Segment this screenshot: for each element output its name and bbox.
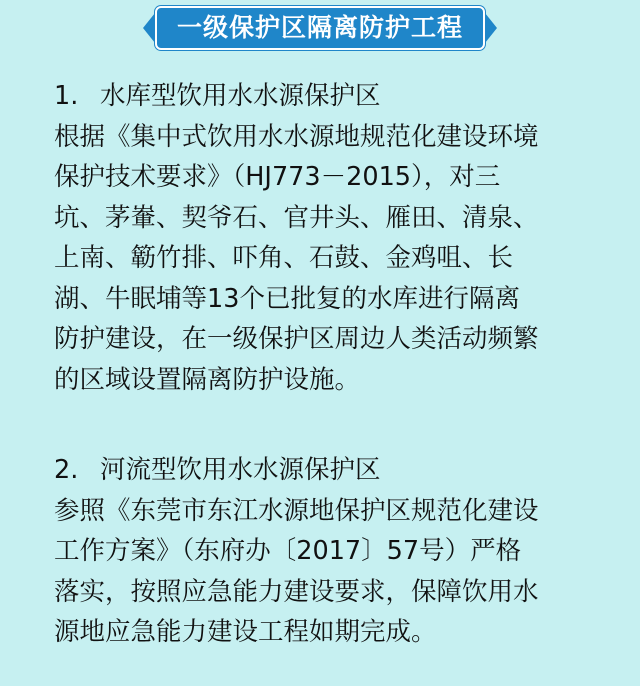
section-heading-text: 水库型饮用水水源保护区 xyxy=(100,81,381,111)
body-line: 的区域设置隔离防护设施。 xyxy=(54,364,361,395)
section-number: 1. xyxy=(54,81,79,111)
section-banner xyxy=(155,6,485,50)
body-line: 根据《集中式饮用水水源地规范化建设环境 xyxy=(54,121,539,152)
section-reservoir xyxy=(54,76,604,400)
body-line: 坑、茅輋、契爷石、官井头、雁田、清泉、 xyxy=(54,202,539,233)
body-line: 参照《东莞市东江水源地保护区规范化建设 xyxy=(54,495,539,526)
body-line: 湖、牛眠埔等13个已批复的水库进行隔离 xyxy=(54,283,520,314)
section-river xyxy=(54,450,604,653)
body-line: 保护技术要求》（HJ773－2015），对三 xyxy=(54,162,501,192)
body-line: 源地应急能力建设工程如期完成。 xyxy=(54,617,437,647)
body-line: 上南、簕竹排、吓角、石鼓、金鸡咀、长 xyxy=(54,243,514,273)
section-heading xyxy=(54,450,604,491)
section-heading-text: 河流型饮用水水源保护区 xyxy=(100,455,381,485)
body-line: 防护建设，在一级保护区周边人类活动频繁 xyxy=(54,324,539,354)
section-heading xyxy=(54,76,604,117)
body-line: 落实，按照应急能力建设要求，保障饮用水 xyxy=(54,576,539,607)
banner-title: 一级保护区隔离防护工程 xyxy=(176,13,463,42)
section-number: 2. xyxy=(54,455,79,485)
body-line: 工作方案》（东府办〔2017〕57号）严格 xyxy=(54,536,522,566)
